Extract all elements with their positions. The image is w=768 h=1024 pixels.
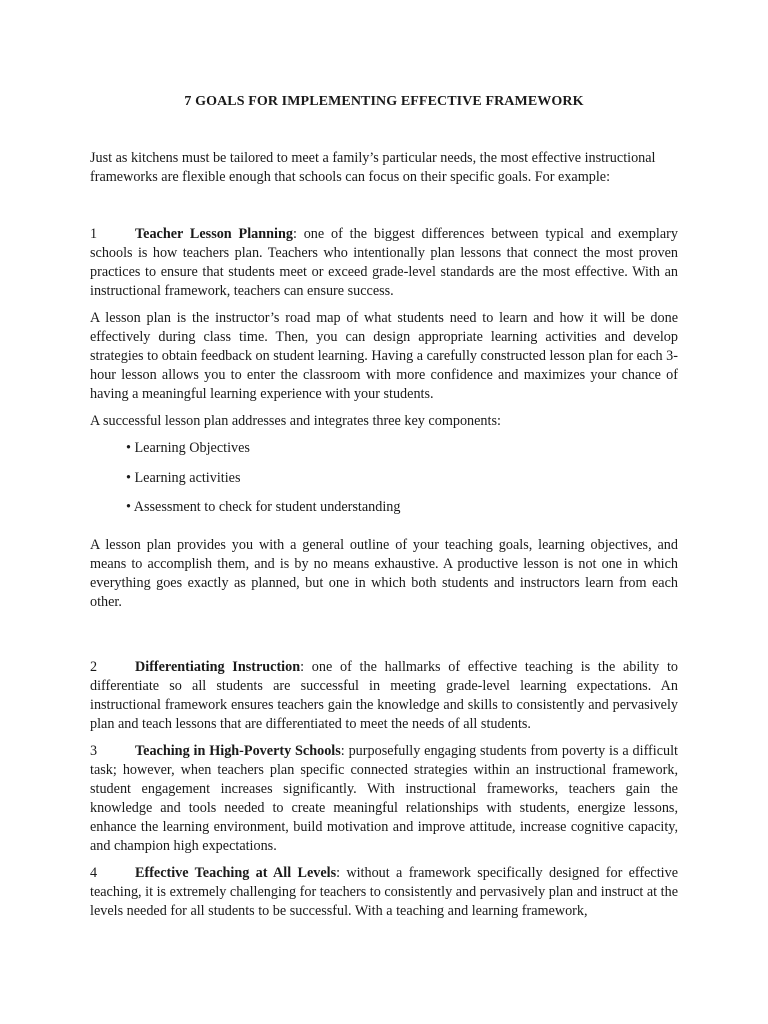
lesson-plan-paragraph: A lesson plan is the instructor’s road map of what students need to learn and how it will be done effectively during class time. Then, you can design appropriate learning activities and develop strategies to obtain feedback on student learning. Having a carefully constructed lesson plan for each 3-hour lesson allows you to enter the classroom with more confidence and maximizes your chance of having a meaningful learning experience with your students.	[90, 310, 678, 402]
components-intro: A successful lesson plan addresses and integrates three key components:	[90, 413, 501, 429]
goal-text: : one of the biggest differences between typical and exemplary schools is how teachers plan. Teachers who intentionally plan lessons that connect the most proven practices to ensure that students meet or exceed grade-level standards are the most effective. With an instructional framework, teachers can ensure success.	[90, 226, 678, 299]
goal-number: 1	[90, 226, 98, 242]
document-title: 7 GOALS FOR IMPLEMENTING EFFECTIVE FRAMEWORK	[184, 94, 584, 109]
goal-text: : one of the hallmarks of effective teaching is the ability to differentiate so all students are successful in meeting grade-level learning expectations. An instructional framework ensures teachers gain the knowledge and skills to consistently and pervasively plan and teach lessons that are differentiated to meet the needs of all students.	[90, 658, 678, 732]
components-list	[90, 439, 678, 528]
goal-number: 3	[90, 742, 98, 759]
goal-heading: Differentiating Instruction	[135, 658, 301, 675]
goal-heading: Teaching in High-Poverty Schools	[135, 742, 341, 759]
goal-number: 2	[90, 658, 98, 675]
outline-paragraph: A lesson plan provides you with a general outline of your teaching goals, learning objectives, and means to accomplish them, and is by no means exhaustive. A productive lesson is not one in which everything goes exactly as planned, but one in which both students and instructors learn from each other.	[90, 536, 678, 610]
list-item: • Learning activities	[126, 469, 241, 486]
goal-item-3	[90, 742, 678, 856]
goal-text: : without a framework specifically designed for effective teaching, it is extremely challenging for teachers to consistently and pervasively plan and instruct at the levels needed for all students to be successful. With a teaching and learning framework,	[90, 864, 678, 919]
goal-item-1	[90, 225, 678, 301]
goal-number: 4	[90, 864, 98, 881]
goal-item-2	[90, 658, 678, 734]
goal-text: : purposefully engaging students from poverty is a difficult task; however, when teachers plan specific connected strategies within an instructional framework, student engagement increases significantly. With instructional frameworks, teachers gain the knowledge and tools needed to create meaningful relationships with students, energize lessons, enhance the learning environment, build motivation and improve attitude, increase cognitive capacity, and champion high expectations.	[90, 742, 678, 854]
list-item: • Learning Objectives	[126, 440, 250, 456]
document-page	[90, 92, 678, 929]
goal-heading: Effective Teaching at All Levels	[135, 864, 337, 881]
list-item: • Assessment to check for student understanding	[126, 499, 401, 515]
goal-item-4	[90, 864, 678, 921]
intro-paragraph: Just as kitchens must be tailored to meet a family’s particular needs, the most effective instructional frameworks are flexible enough that schools can focus on their specific goals. For example:	[90, 150, 656, 185]
goal-heading: Teacher Lesson Planning	[135, 226, 293, 242]
section-spacer	[90, 620, 678, 658]
